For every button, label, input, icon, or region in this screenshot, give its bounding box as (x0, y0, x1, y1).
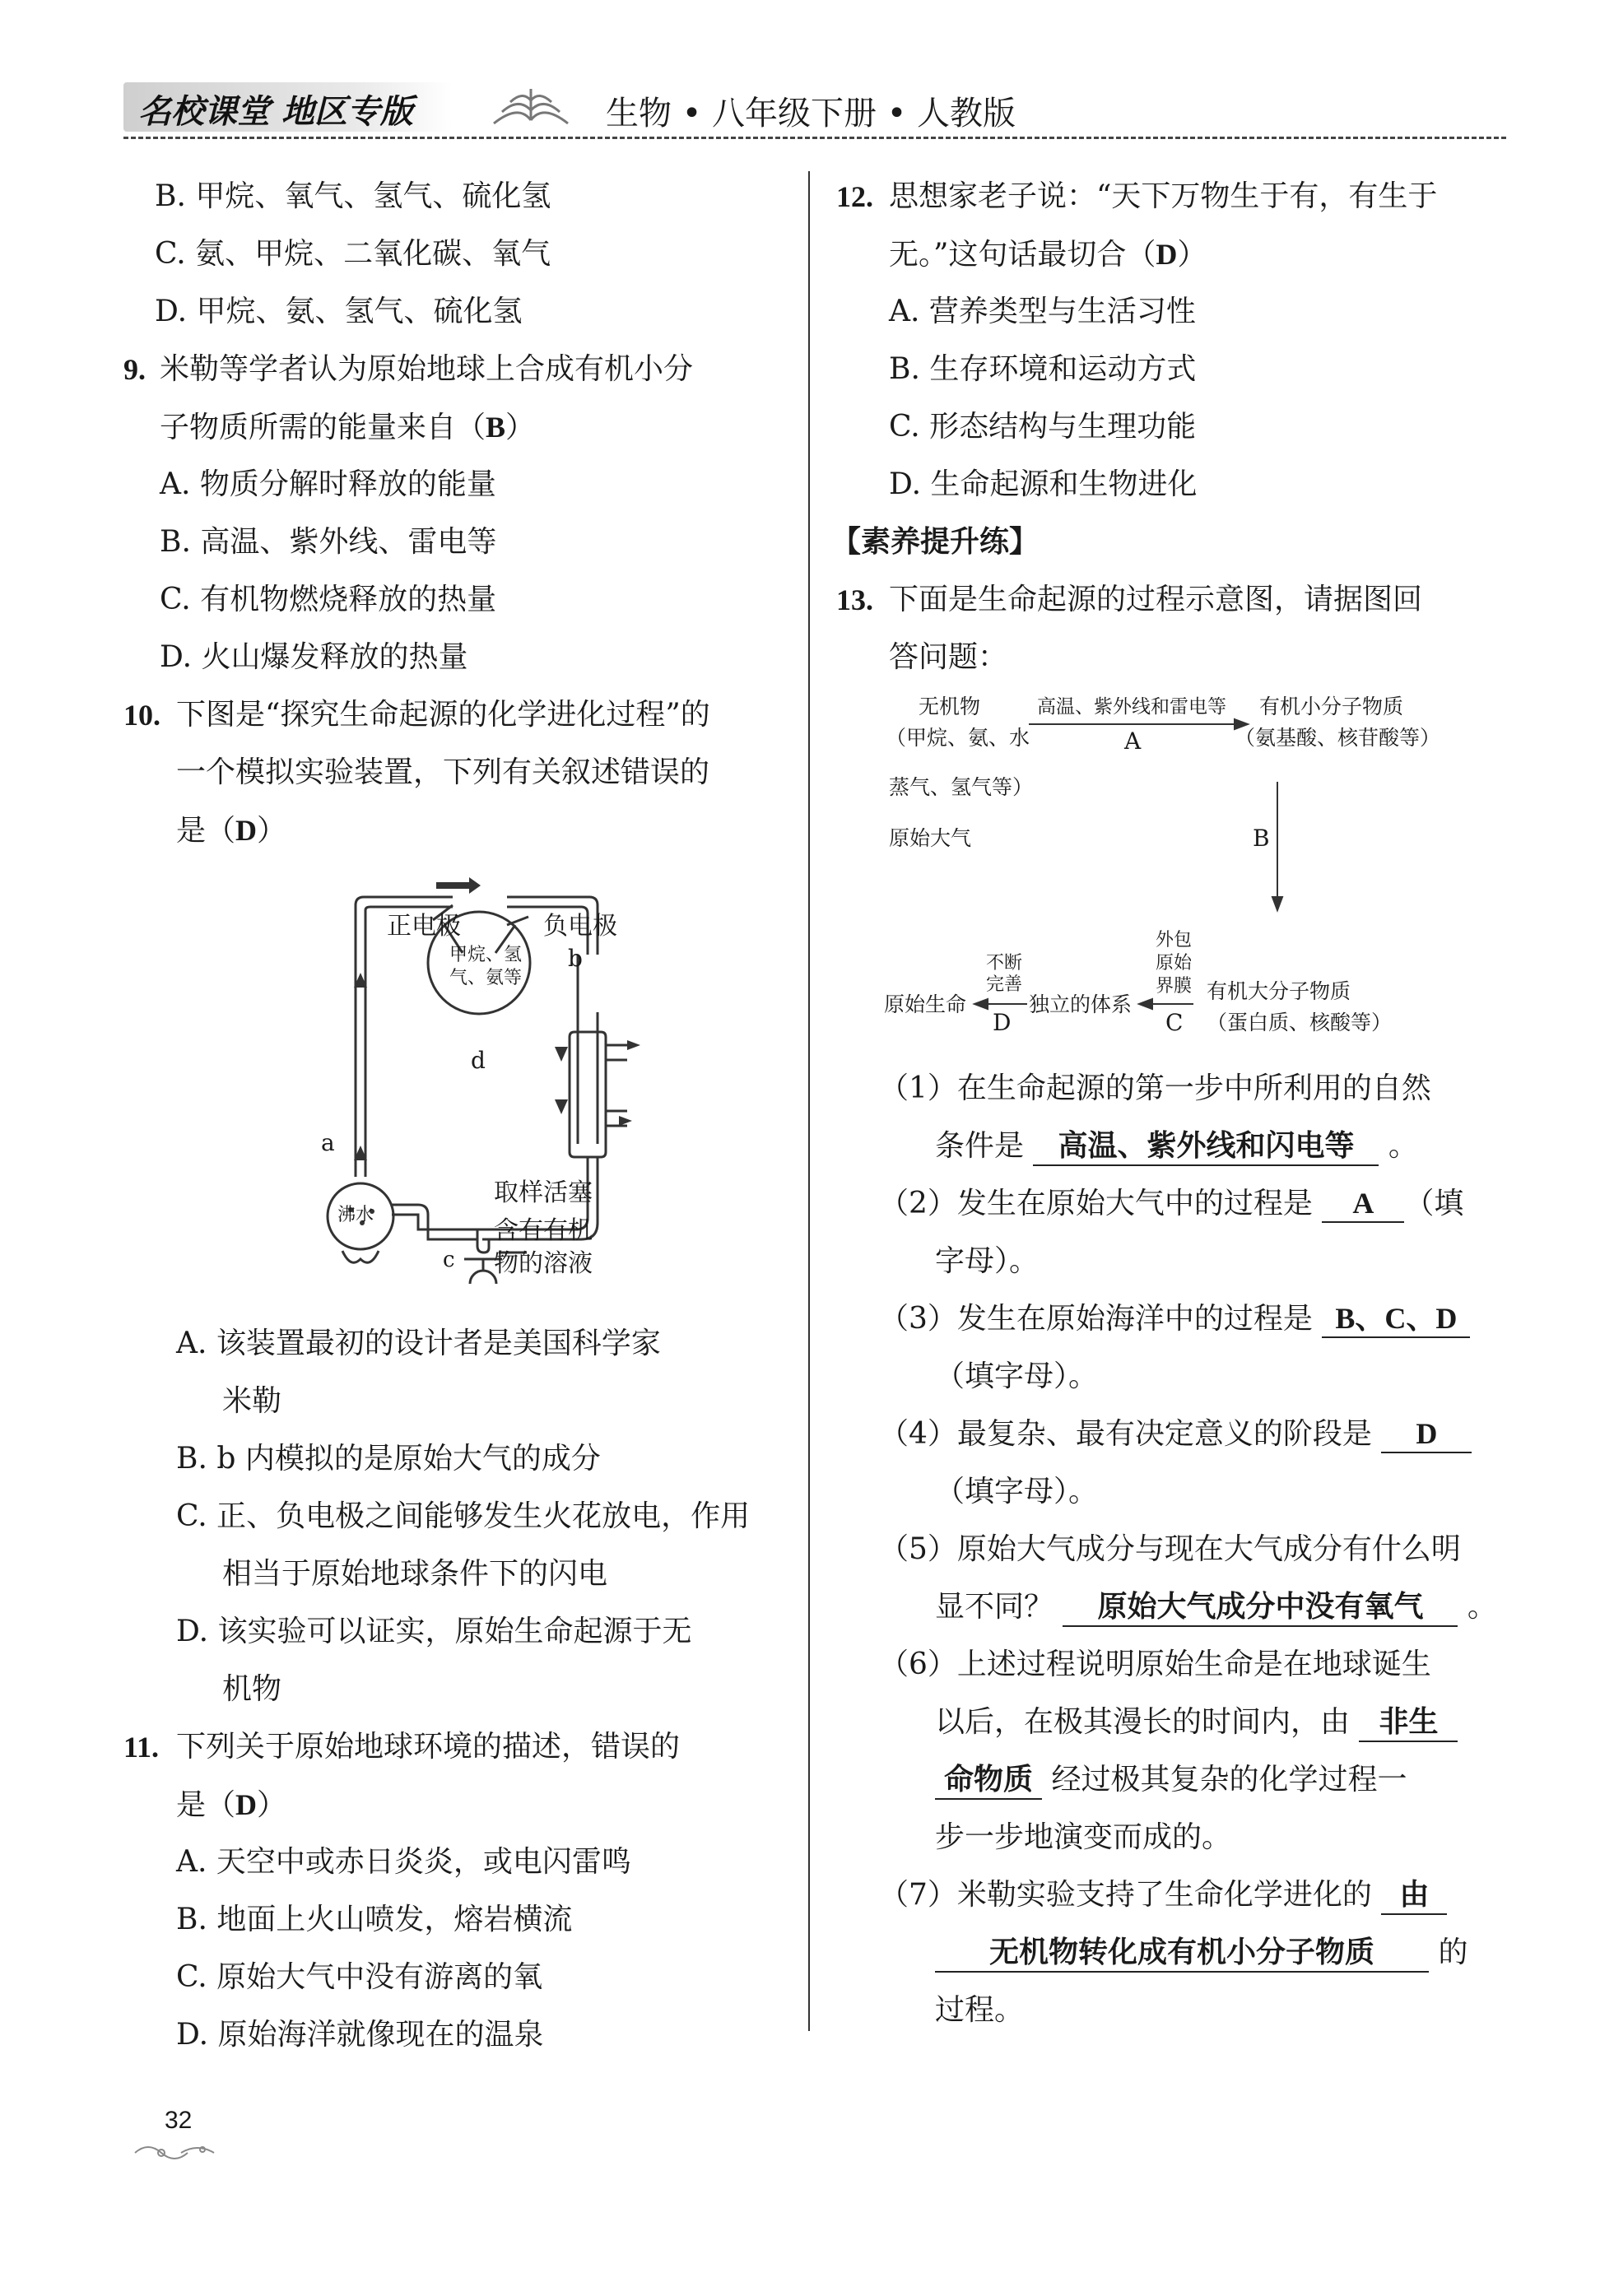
diagram-small-molecule-2: （氨基酸、核苷酸等） (1235, 726, 1441, 750)
q13-part-6-answer-b: 命物质 (935, 1762, 1042, 1800)
diagram-perfect-1: 不断 (986, 953, 1023, 974)
q10-stem-2: 一个模拟实验装置，下列有关叙述错误的 (176, 755, 710, 789)
q13-part-6-line-2: 以后，在极其漫长的时间内，由 非生 (935, 1702, 1458, 1743)
q13-stem-1: 下面是生命起源的过程示意图，请据图回 (889, 583, 1423, 616)
q11-number: 11. (123, 1731, 160, 1764)
q13-part-2-line-2: 字母）。 (935, 1244, 1040, 1278)
positive-electrode-label: 正电极 (387, 912, 461, 941)
q9-number: 9. (123, 353, 146, 386)
q13-part-1-line-1: （1）在生命起源的第一步中所利用的自然 (879, 1071, 1431, 1105)
q12-option-a: A. 营养类型与生活习性 (889, 295, 1196, 328)
sampling-valve-label: 取样活塞 (494, 1178, 593, 1207)
q13-part-4-line-1: （4）最复杂、最有决定意义的阶段是 D (879, 1414, 1472, 1455)
label-c: c (443, 1248, 455, 1272)
q10-answer: D (235, 814, 258, 847)
q13-part-7-answer-a: 由 (1381, 1877, 1447, 1915)
q13-part-3-line-2: （填字母）。 (935, 1359, 1099, 1393)
q12-option-b: B. 生存环境和运动方式 (889, 352, 1197, 386)
q12-option-c: C. 形态结构与生理功能 (889, 410, 1197, 444)
q11-option-b: B. 地面上火山喷发，熔岩横流 (176, 1903, 573, 1936)
diagram-perfect-2: 完善 (986, 974, 1023, 995)
q10-option-d-1: D. 该实验可以证实，原始生命起源于无 (176, 1615, 692, 1648)
subject-title: 生物 • 八年级下册 • 人教版 (606, 95, 1016, 132)
wheat-ornament-icon (486, 79, 576, 132)
q13-part-4-answer: D (1381, 1415, 1472, 1453)
flask-content-2: 气、氨等 (449, 968, 523, 988)
q12-number: 12. (836, 180, 873, 213)
series-title: 名校课堂 地区专版 (138, 93, 413, 131)
q13-number: 13. (836, 583, 873, 616)
q9-option-c: C. 有机物燃烧释放的热量 (160, 583, 497, 616)
diagram-label-b: B (1253, 825, 1270, 852)
q10-option-d-2: 机物 (222, 1672, 282, 1706)
solution-label-1: 含有有机 (494, 1216, 593, 1245)
q13-part-7-line-2: 无机物转化成有机小分子物质 的 (935, 1932, 1467, 1973)
q11-stem-1: 下列关于原始地球环境的描述，错误的 (176, 1730, 681, 1764)
q13-part-2-line-1: （2）发生在原始大气中的过程是 A （填 (879, 1183, 1463, 1225)
q10-stem-1: 下图是“探究生命起源的化学进化过程”的 (176, 698, 710, 732)
diagram-large-molecule-2: （蛋白质、核酸等） (1207, 1011, 1393, 1034)
q12-stem-2: 无。”这句话最切合（D） (889, 238, 1207, 272)
diagram-inorganic-3: 蒸气、氢气等） (889, 775, 1034, 799)
q10-number: 10. (123, 699, 160, 732)
q10-option-a-2: 米勒 (222, 1384, 282, 1418)
q12-option-d: D. 生命起源和生物进化 (889, 467, 1198, 501)
label-b: b (568, 945, 583, 972)
q9-stem-2: 子物质所需的能量来自（B） (160, 411, 536, 444)
q10-option-c-1: C. 正、负电极之间能够发生火花放电，作用 (176, 1499, 751, 1533)
q13-part-6-answer-a: 非生 (1359, 1704, 1458, 1742)
diagram-independent-system: 独立的体系 (1029, 992, 1133, 1016)
q13-part-7-line-1: （7）米勒实验支持了生命化学进化的 由 (879, 1875, 1447, 1916)
column-divider (808, 171, 810, 2031)
q9-option-d: D. 火山爆发释放的热量 (160, 640, 468, 674)
diagram-label-c: C (1165, 1009, 1184, 1036)
diagram-label-a: A (1124, 727, 1142, 755)
q11-option-d: D. 原始海洋就像现在的温泉 (176, 2018, 544, 2052)
diagram-inorganic-4: 原始大气 (889, 826, 972, 850)
diagram-inorganic-2: （甲烷、氨、水 (886, 726, 1030, 750)
q13-part-4-line-2: （填字母）。 (935, 1475, 1099, 1508)
footer-ornament-icon (132, 2140, 230, 2164)
q13-part-3-line-1: （3）发生在原始海洋中的过程是 B、C、D (879, 1299, 1470, 1340)
q8-option-d: D. 甲烷、氨、氢气、硫化氢 (155, 295, 523, 328)
q10-option-a-1: A. 该装置最初的设计者是美国科学家 (176, 1327, 661, 1360)
q11-option-a: A. 天空中或赤日炎炎，或电闪雷鸣 (176, 1845, 631, 1879)
diagram-primitive-life: 原始生命 (884, 992, 967, 1016)
q13-part-7-line-3: 过程。 (935, 1993, 1025, 2027)
diagram-membrane-3: 界膜 (1156, 976, 1193, 997)
q8-option-c: C. 氨、甲烷、二氧化碳、氧气 (155, 237, 551, 271)
q13-part-6-line-1: （6）上述过程说明原始生命是在地球诞生 (879, 1648, 1431, 1681)
label-d: d (471, 1047, 486, 1074)
q12-answer: D (1156, 238, 1178, 271)
q13-part-1-answer: 高温、紫外线和闪电等 (1033, 1128, 1379, 1166)
diagram-label-d: D (993, 1009, 1012, 1036)
q13-part-5-line-1: （5）原始大气成分与现在大气成分有什么明 (879, 1532, 1461, 1566)
diagram-large-molecule-1: 有机大分子物质 (1207, 979, 1351, 1003)
q10-option-c-2: 相当于原始地球条件下的闪电 (222, 1557, 608, 1591)
q13-part-5-answer: 原始大气成分中没有氧气 (1063, 1589, 1458, 1627)
label-a: a (321, 1129, 335, 1156)
q10-stem-3: 是（D） (176, 814, 287, 848)
q9-option-b: B. 高温、紫外线、雷电等 (160, 525, 497, 559)
header-divider (123, 137, 1506, 139)
diagram-membrane-1: 外包 (1156, 930, 1193, 950)
q11-stem-2: 是（D） (176, 1788, 287, 1822)
page-number: 32 (165, 2107, 193, 2134)
q13-part-6-line-3: 命物质 经过极其复杂的化学过程一 (935, 1759, 1407, 1801)
q13-part-3-answer: B、C、D (1322, 1300, 1470, 1338)
q13-stem-2: 答问题： (889, 640, 1008, 674)
q13-part-1-line-2: 条件是 高温、紫外线和闪电等 。 (935, 1126, 1418, 1167)
q8-option-b: B. 甲烷、氧气、氢气、硫化氢 (155, 179, 551, 213)
q13-part-5-line-2: 显不同？ 原始大气成分中没有氧气 。 (935, 1587, 1497, 1628)
flask-content-1: 甲烷、氢 (449, 945, 523, 965)
q11-answer: D (235, 1788, 258, 1821)
q12-stem-1: 思想家老子说：“天下万物生于有，有生于 (889, 179, 1438, 213)
q13-part-6-line-4: 步一步地演变而成的。 (935, 1820, 1232, 1854)
boiling-water-label: 沸水 (337, 1205, 374, 1225)
q11-option-c: C. 原始大气中没有游离的氧 (176, 1960, 543, 1994)
q9-stem-1: 米勒等学者认为原始地球上合成有机小分 (160, 352, 694, 386)
negative-electrode-label: 负电极 (543, 912, 617, 941)
diagram-arrow-a-condition: 高温、紫外线和雷电等 (1037, 696, 1226, 718)
section-heading: 【素养提升练】 (831, 525, 1040, 559)
solution-label-2: 物的溶液 (494, 1249, 593, 1278)
diagram-inorganic-1: 无机物 (919, 695, 981, 718)
q9-answer: B (486, 411, 506, 444)
q13-part-2-answer: A (1322, 1185, 1404, 1223)
diagram-membrane-2: 原始 (1156, 953, 1193, 974)
q10-option-b: B. b 内模拟的是原始大气的成分 (176, 1442, 601, 1476)
diagram-small-molecule-1: 有机小分子物质 (1259, 695, 1404, 718)
q9-option-a: A. 物质分解时释放的能量 (160, 467, 496, 501)
q13-part-7-answer-b: 无机物转化成有机小分子物质 (935, 1935, 1429, 1973)
